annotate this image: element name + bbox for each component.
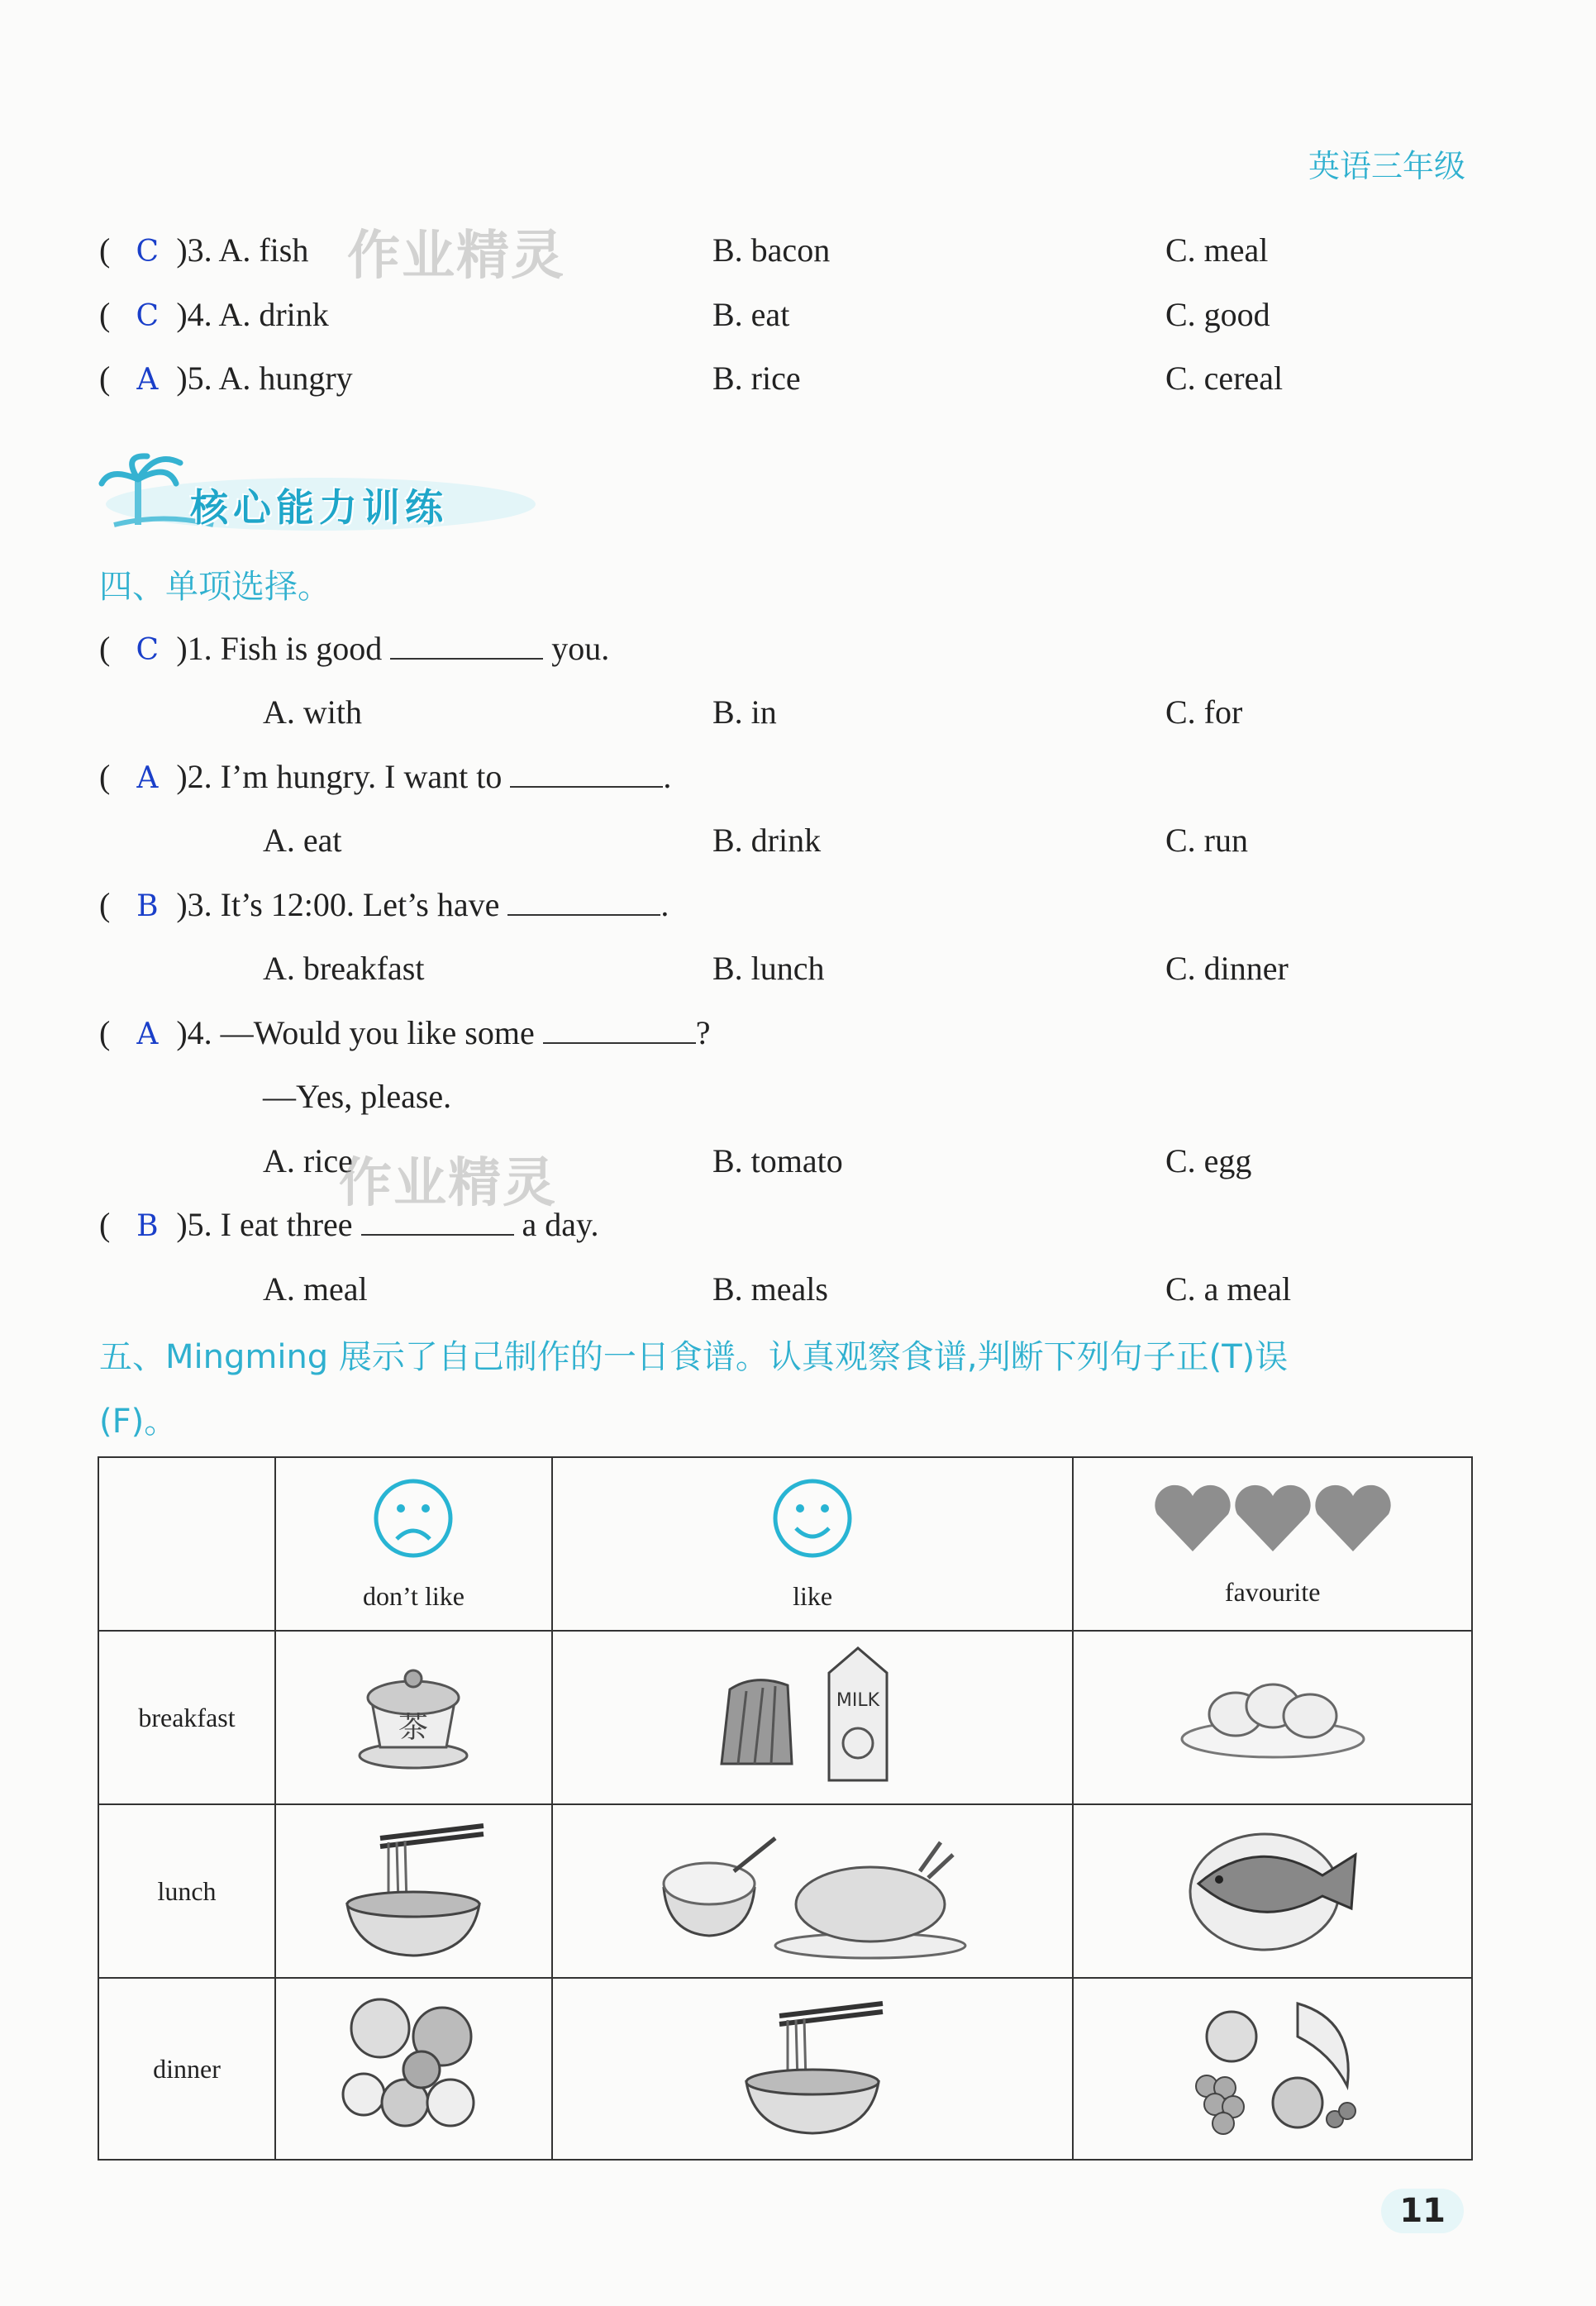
option-b: B. lunch — [712, 950, 825, 987]
question-3: ( C )3. A. fish — [99, 226, 308, 277]
option-a: A. eat — [263, 822, 342, 859]
hearts-icon — [1153, 1481, 1393, 1556]
option-b: B. meals — [712, 1270, 828, 1308]
question-stem: )3. It’s 12:00. Let’s have — [176, 886, 500, 923]
answer: A — [136, 363, 159, 397]
option-c: C. good — [1165, 296, 1270, 333]
empty-corner-cell — [98, 1457, 275, 1631]
cell-vegetables — [275, 1978, 552, 2160]
answer: A — [136, 1017, 159, 1051]
cell-bread-milk — [552, 1631, 1073, 1804]
cell-rice-chicken — [552, 1804, 1073, 1978]
option-b: B. in — [712, 693, 777, 731]
question-stem: )1. Fish is good — [176, 630, 383, 667]
option-c: C. meal — [1165, 231, 1269, 269]
question-5: ( A )5. A. hungry — [99, 354, 353, 405]
tea-cup-icon — [351, 1652, 475, 1776]
question-stem: )4. A. drink — [176, 296, 329, 333]
answer-blank — [390, 633, 543, 660]
option-c: C. run — [1165, 822, 1248, 859]
cell-noodles-dinner — [552, 1978, 1073, 2160]
sad-face-icon — [372, 1477, 455, 1560]
column-header-favourite — [1073, 1457, 1472, 1631]
watermark: 作业精灵 — [347, 226, 565, 287]
cell-eggs — [1073, 1631, 1472, 1804]
question-4-reply: —Yes, please. — [263, 1078, 452, 1115]
option-a: A. with — [263, 693, 362, 731]
answer: C — [136, 633, 160, 667]
column-header-dont-like — [275, 1457, 552, 1631]
fruits-icon — [1174, 1987, 1372, 2144]
row-label: dinner — [98, 1978, 275, 2160]
row-label: lunch — [98, 1804, 275, 1978]
vegetables-icon — [331, 1987, 496, 2144]
table-row-lunch — [98, 1804, 1472, 1978]
banner-title: 核心能力训练 — [190, 485, 448, 530]
option-a: A. breakfast — [263, 950, 425, 987]
question-stem-end: ? — [695, 1014, 711, 1051]
question-stem: )5. I eat three — [176, 1206, 353, 1243]
option-a: A. rice — [263, 1142, 353, 1179]
table-row-dinner — [98, 1978, 1472, 2160]
answer: B — [136, 889, 159, 923]
page-header-title: 英语三年级 — [1308, 148, 1465, 184]
question-stem-end: . — [663, 758, 672, 795]
column-label: like — [793, 1580, 833, 1611]
option-b: B. rice — [712, 360, 801, 397]
question-4: ( A )4. —Would you like some ? — [99, 1008, 711, 1060]
section5-title-line1: 五、Mingming 展示了自己制作的一日食谱。认真观察食谱,判断下列句子正(T)误 — [99, 1338, 1289, 1376]
option-c: C. egg — [1165, 1142, 1252, 1179]
question-1: ( C )1. Fish is good you. — [99, 624, 609, 675]
section4-title: 四、单项选择。 — [99, 568, 331, 606]
answer-blank — [510, 761, 663, 788]
question-stem: )5. A. hungry — [176, 360, 353, 397]
milk-label: MILK — [836, 1690, 880, 1711]
option-b: B. eat — [712, 296, 790, 333]
answer: C — [136, 299, 160, 333]
cell-fruits — [1073, 1978, 1472, 2160]
option-a: A. meal — [263, 1270, 368, 1308]
noodle-bowl-icon — [738, 1991, 887, 2140]
menu-table — [98, 1456, 1473, 2161]
question-2: ( A )2. I’m hungry. I want to . — [99, 752, 671, 803]
option-c: C. dinner — [1165, 950, 1289, 987]
noodle-bowl-icon — [339, 1813, 488, 1962]
smiley-face-icon — [771, 1477, 854, 1560]
answer-blank — [543, 1017, 696, 1044]
option-b: B. bacon — [712, 231, 831, 269]
option-c: C. for — [1165, 693, 1243, 731]
cell-tea — [275, 1631, 552, 1804]
fish-plate-icon — [1182, 1818, 1364, 1958]
answer: C — [136, 235, 160, 269]
bread-milk-icon — [705, 1640, 920, 1789]
question-5: ( B )5. I eat three a day. — [99, 1200, 598, 1251]
option-b: B. drink — [712, 822, 822, 859]
column-label: favourite — [1224, 1576, 1321, 1607]
page-number: 11 — [1381, 2189, 1464, 2233]
question-stem-end: a day. — [522, 1206, 599, 1243]
option-c: C. cereal — [1165, 360, 1284, 397]
cell-noodles — [275, 1804, 552, 1978]
table-row-breakfast — [98, 1631, 1472, 1804]
option-c: C. a meal — [1165, 1270, 1292, 1308]
question-stem-end: . — [660, 886, 669, 923]
question-3: ( B )3. It’s 12:00. Let’s have . — [99, 880, 669, 931]
question-stem-end: you. — [551, 630, 610, 667]
answer-blank — [507, 889, 660, 916]
question-stem: )2. I’m hungry. I want to — [176, 758, 503, 795]
option-b: B. tomato — [712, 1142, 843, 1179]
rice-chicken-icon — [655, 1813, 970, 1962]
question-stem: )3. A. fish — [176, 231, 309, 269]
table-header-row — [98, 1457, 1472, 1631]
tea-char: 茶 — [398, 1711, 429, 1745]
cell-fish — [1073, 1804, 1472, 1978]
question-stem: )4. —Would you like some — [176, 1014, 535, 1051]
column-label: don’t like — [362, 1580, 465, 1611]
row-label: breakfast — [98, 1631, 275, 1804]
watermark: 作业精灵 — [339, 1153, 557, 1214]
answer: A — [136, 761, 159, 795]
eggs-icon — [1178, 1665, 1368, 1764]
column-header-like — [552, 1457, 1073, 1631]
section5-title-line2: (F)。 — [99, 1403, 178, 1441]
answer: B — [136, 1209, 159, 1243]
question-4: ( C )4. A. drink — [99, 290, 329, 341]
